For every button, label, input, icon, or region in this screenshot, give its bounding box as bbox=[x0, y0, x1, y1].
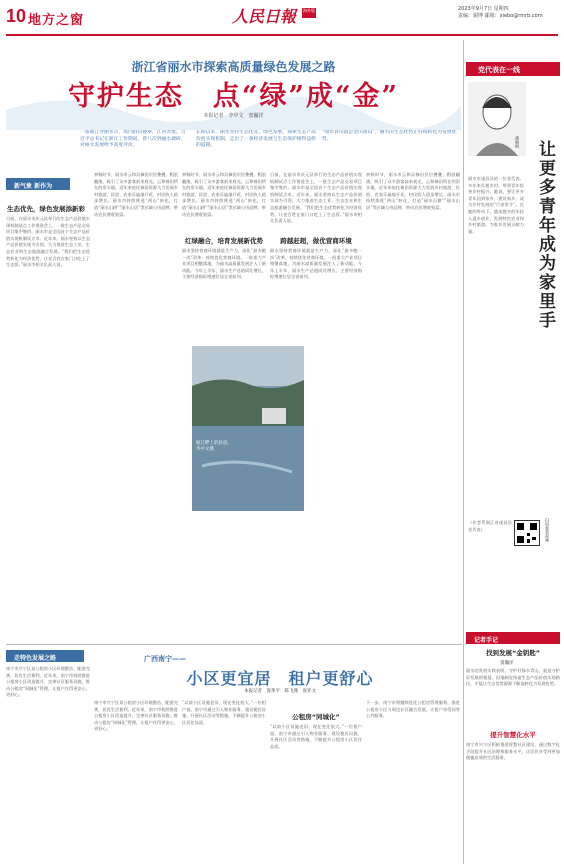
body-column-3: 丽水坚持营商环境就是生产力，深化“最多跑一次”改革，持续优化营商环境。一批重大产业项目相继落地，为丽水高质量发展注入了新动能。今年上半年，丽水生产总值同比增长，主要经济指标增速位居全省前列。 bbox=[182, 248, 266, 280]
photo-river-homestay bbox=[192, 346, 304, 511]
author-caption: 潘丽娟 bbox=[515, 136, 520, 148]
bottom-headline: 小区更宜居 租户更舒心 bbox=[186, 669, 374, 688]
bottom-column-5: 下一步，南宁市将继续优化公租房管理服务，推进公租房小区与周边社区融合发展，让租户享受同等公共服务。 bbox=[366, 700, 460, 719]
photo-1-caption: 瓯江畔上的民宿。 李中文摄 bbox=[196, 441, 232, 452]
header-info bbox=[458, 6, 543, 20]
lead-kicker: 浙江省丽水市探索高质量绿色发展之路 bbox=[131, 60, 336, 74]
lead-abstract-2: 长期以来，丽水坚持生态优先、绿色发展，探索生态产品价值实现机制，走出了一条经济发展与生态保护相得益彰的道路。 bbox=[196, 130, 316, 149]
bottom-column-2: 南宁市兴宁区某公租房小区环境整洁、配套完善，居民生活便利。近年来，南宁市持续推进公租房小区改造提升，完善社区服务设施，推动公租房“同城化”管理，让租户住得更安心、更舒心。 bbox=[94, 700, 178, 732]
qr-code[interactable] bbox=[514, 520, 540, 546]
section-title: 地方之窗 bbox=[28, 13, 85, 28]
photo-2-caption: ▼浙江丽水市云和县梯田风光 bbox=[302, 583, 360, 588]
subhead-ecology-first: 生态优先，绿色发展添新彩 bbox=[7, 205, 85, 213]
bottom-column-3: “以前小区设施老旧，现在变化很大。”一位租户说。南宁市通过引入物业服务、建设便民设施、开展社区活动等措施，不断提升公租房小区居住品质。 bbox=[182, 700, 266, 725]
river-photo-image bbox=[192, 346, 304, 511]
reporter-note-title: 找到发展“金钥匙” bbox=[485, 649, 541, 657]
bottom-subhead: 公租房“同城化” bbox=[292, 713, 340, 721]
body-column-2: 初秋时节，丽水市云和县梯田层层叠叠，稻浪翻滚，吸引了众多游客前来观光。云和梯田所在的崇头镇，近年来依托梯田资源大力发展乡村旅游，民宿、农家乐遍地开花，村民收入稳步增长。丽水市持续推进“两山”转化，打造“丽水山耕”“丽水山居”等区域公用品牌，带动农民增收致富。 bbox=[94, 172, 178, 217]
editor-line bbox=[458, 13, 543, 20]
lead-headline-block bbox=[6, 40, 461, 130]
bottom-column-1: 南宁市兴宁区某公租房小区环境整洁、配套完善，居民生活便利。近年来，南宁市持续推进公租房小区改造提升，完善社区服务设施，推动公租房“同城化”管理，让租户住得更安心、更舒心。 bbox=[6, 666, 90, 698]
issue-date: 2023年9月7日 星期四 bbox=[458, 6, 509, 12]
qr-code-icon bbox=[515, 521, 539, 545]
lead-headline: 守护生态 点“绿”成“金” bbox=[67, 81, 400, 112]
sidebar-note: （作者系浙江省遂昌县党代表） bbox=[468, 520, 512, 532]
bottom-kicker: 广西南宁—— bbox=[144, 655, 186, 663]
header-rule bbox=[6, 34, 558, 36]
sidebar-divider bbox=[463, 40, 464, 864]
logo-badge: 海外版 bbox=[302, 8, 316, 18]
reporter-note-label: 记者手记 bbox=[466, 632, 560, 644]
lead-abstract-3: “绿水青山就是金山银山”，丽水的生态优势正持续转化为发展优势。 bbox=[322, 130, 457, 142]
body-column-4: 丽水坚持营商环境就是生产力，深化“最多跑一次”改革，持续优化营商环境。一批重大产业项目相继落地，为丽水高质量发展注入了新动能。今年上半年，丽水生产总值同比增长，主要经济指标增速位居全省前列。 bbox=[270, 248, 362, 280]
qr-caption: 扫码观看视频 bbox=[545, 518, 550, 542]
section-label-new-atmosphere: 新气象 新作为 bbox=[6, 178, 70, 190]
sidebar-title: 让更多青年成为家里手 bbox=[535, 140, 555, 330]
subhead-business-env: 跨越赶超，做优营商环境 bbox=[280, 237, 352, 245]
section-label-characteristic: 走特色发展之路 bbox=[6, 650, 84, 662]
body-column-1: 日前，在丽水市庆元县举行的生态产品价值实现机制试点工作推进会上，一批生态产品交易项目集中签约。丽水市是全国首个生态产品价值实现机制试点市。近年来，丽水坚持以生态产品价值实现为引领，大力推进生态工业、生态农业和生态旅游融合发展。“我们把生态优势转化为经济优势，让老百姓在家门口吃上了生态饭。”丽水市相关负责人说。 bbox=[6, 216, 90, 268]
page-header bbox=[0, 0, 564, 36]
newspaper-logo: 人民日報 bbox=[232, 7, 297, 26]
subhead-red-green: 红绿融合，培育发展新优势 bbox=[185, 237, 263, 245]
bottom-byline: 本报记者 庞革平 陈飞燕 庞亚文 bbox=[244, 689, 316, 694]
body-column-3-top: 初秋时节，丽水市云和县梯田层层叠叠，稻浪翻滚，吸引了众多游客前来观光。云和梯田所在的崇头镇，近年来依托梯田资源大力发展乡村旅游，民宿、农家乐遍地开花，村民收入稳步增长。丽水市持续推进“两山”转化，打造“丽水山耕”“丽水山居”等区域公用品牌，带动农民增收致富。 bbox=[182, 172, 266, 217]
bottom-story-divider bbox=[6, 644, 462, 645]
body-column-5: 初秋时节，丽水市云和县梯田层层叠叠，稻浪翻滚，吸引了众多游客前来观光。云和梯田所在的崇头镇，近年来依托梯田资源大力发展乡村旅游，民宿、农家乐遍地开花，村民收入稳步增长。丽水市持续推进“两山”转化，打造“丽水山耕”“丽水山居”等区域公用品牌，带动农民增收致富。 bbox=[366, 172, 460, 210]
sidebar-section-2-title: 提升智慧化水平 bbox=[490, 731, 536, 739]
reporter-note-body: 丽水的发展实践表明，守护好绿水青山，就是守护好发展的根基。因地制宜探索生态产品价值实现路径，才能让生态优势源源不断地转化为发展优势。 bbox=[466, 668, 560, 687]
sidebar-flag: 党代表在一线 bbox=[466, 62, 560, 76]
page-number: 10 bbox=[6, 6, 27, 26]
editor-name: 责编：谢博 bbox=[458, 13, 484, 19]
sidebar-section-2-body: 南宁市兴宁区积极推进智慧社区建设，通过数字化手段提升社区治理和服务水平，让居民享受到更加便捷高效的生活服务。 bbox=[466, 742, 560, 761]
bottom-column-4: “以前小区设施老旧，现在变化很大。”一位租户说。南宁市通过引入物业服务、建设便民设施、开展社区活动等措施，不断提升公租房小区居住品质。 bbox=[270, 724, 362, 749]
lead-byline: 本报记者 李中文 窦瀚洋 bbox=[203, 113, 264, 119]
editor-email: 邮箱：xiebo@rmrb.com bbox=[484, 13, 543, 19]
reporter-note-author: 窦瀚洋 bbox=[500, 661, 514, 666]
lead-abstract-1: 一条瓯江穿丽水市，境内群山叠翠，江河奔流。习近平总书记在浙江工作期间，曾八次到丽水调研，对丽水发展给予高度评价。 bbox=[80, 130, 186, 149]
sidebar-body: 丽水市遂昌县的一位党代表，多年来扎根乡村，带领青年投身乡村振兴。她说，要让更多青年回到家乡、建设家乡，成为乡村发展的“行家里手”。在她的带动下，越来越多的年轻人返乡创业，发展特色农业和乡村旅游，为家乡发展贡献力量。 bbox=[468, 176, 524, 234]
photo-2-location-label: 景宁县 bbox=[406, 593, 420, 598]
body-column-4-top: 日前，在丽水市庆元县举行的生态产品价值实现机制试点工作推进会上，一批生态产品交易项目集中签约。丽水市是全国首个生态产品价值实现机制试点市。近年来，丽水坚持以生态产品价值实现为引领，大力推进生态工业、生态农业和生态旅游融合发展。“我们把生态优势转化为经济优势，让老百姓在家门口吃上了生态饭。”丽水市相关负责人说。 bbox=[270, 172, 362, 224]
